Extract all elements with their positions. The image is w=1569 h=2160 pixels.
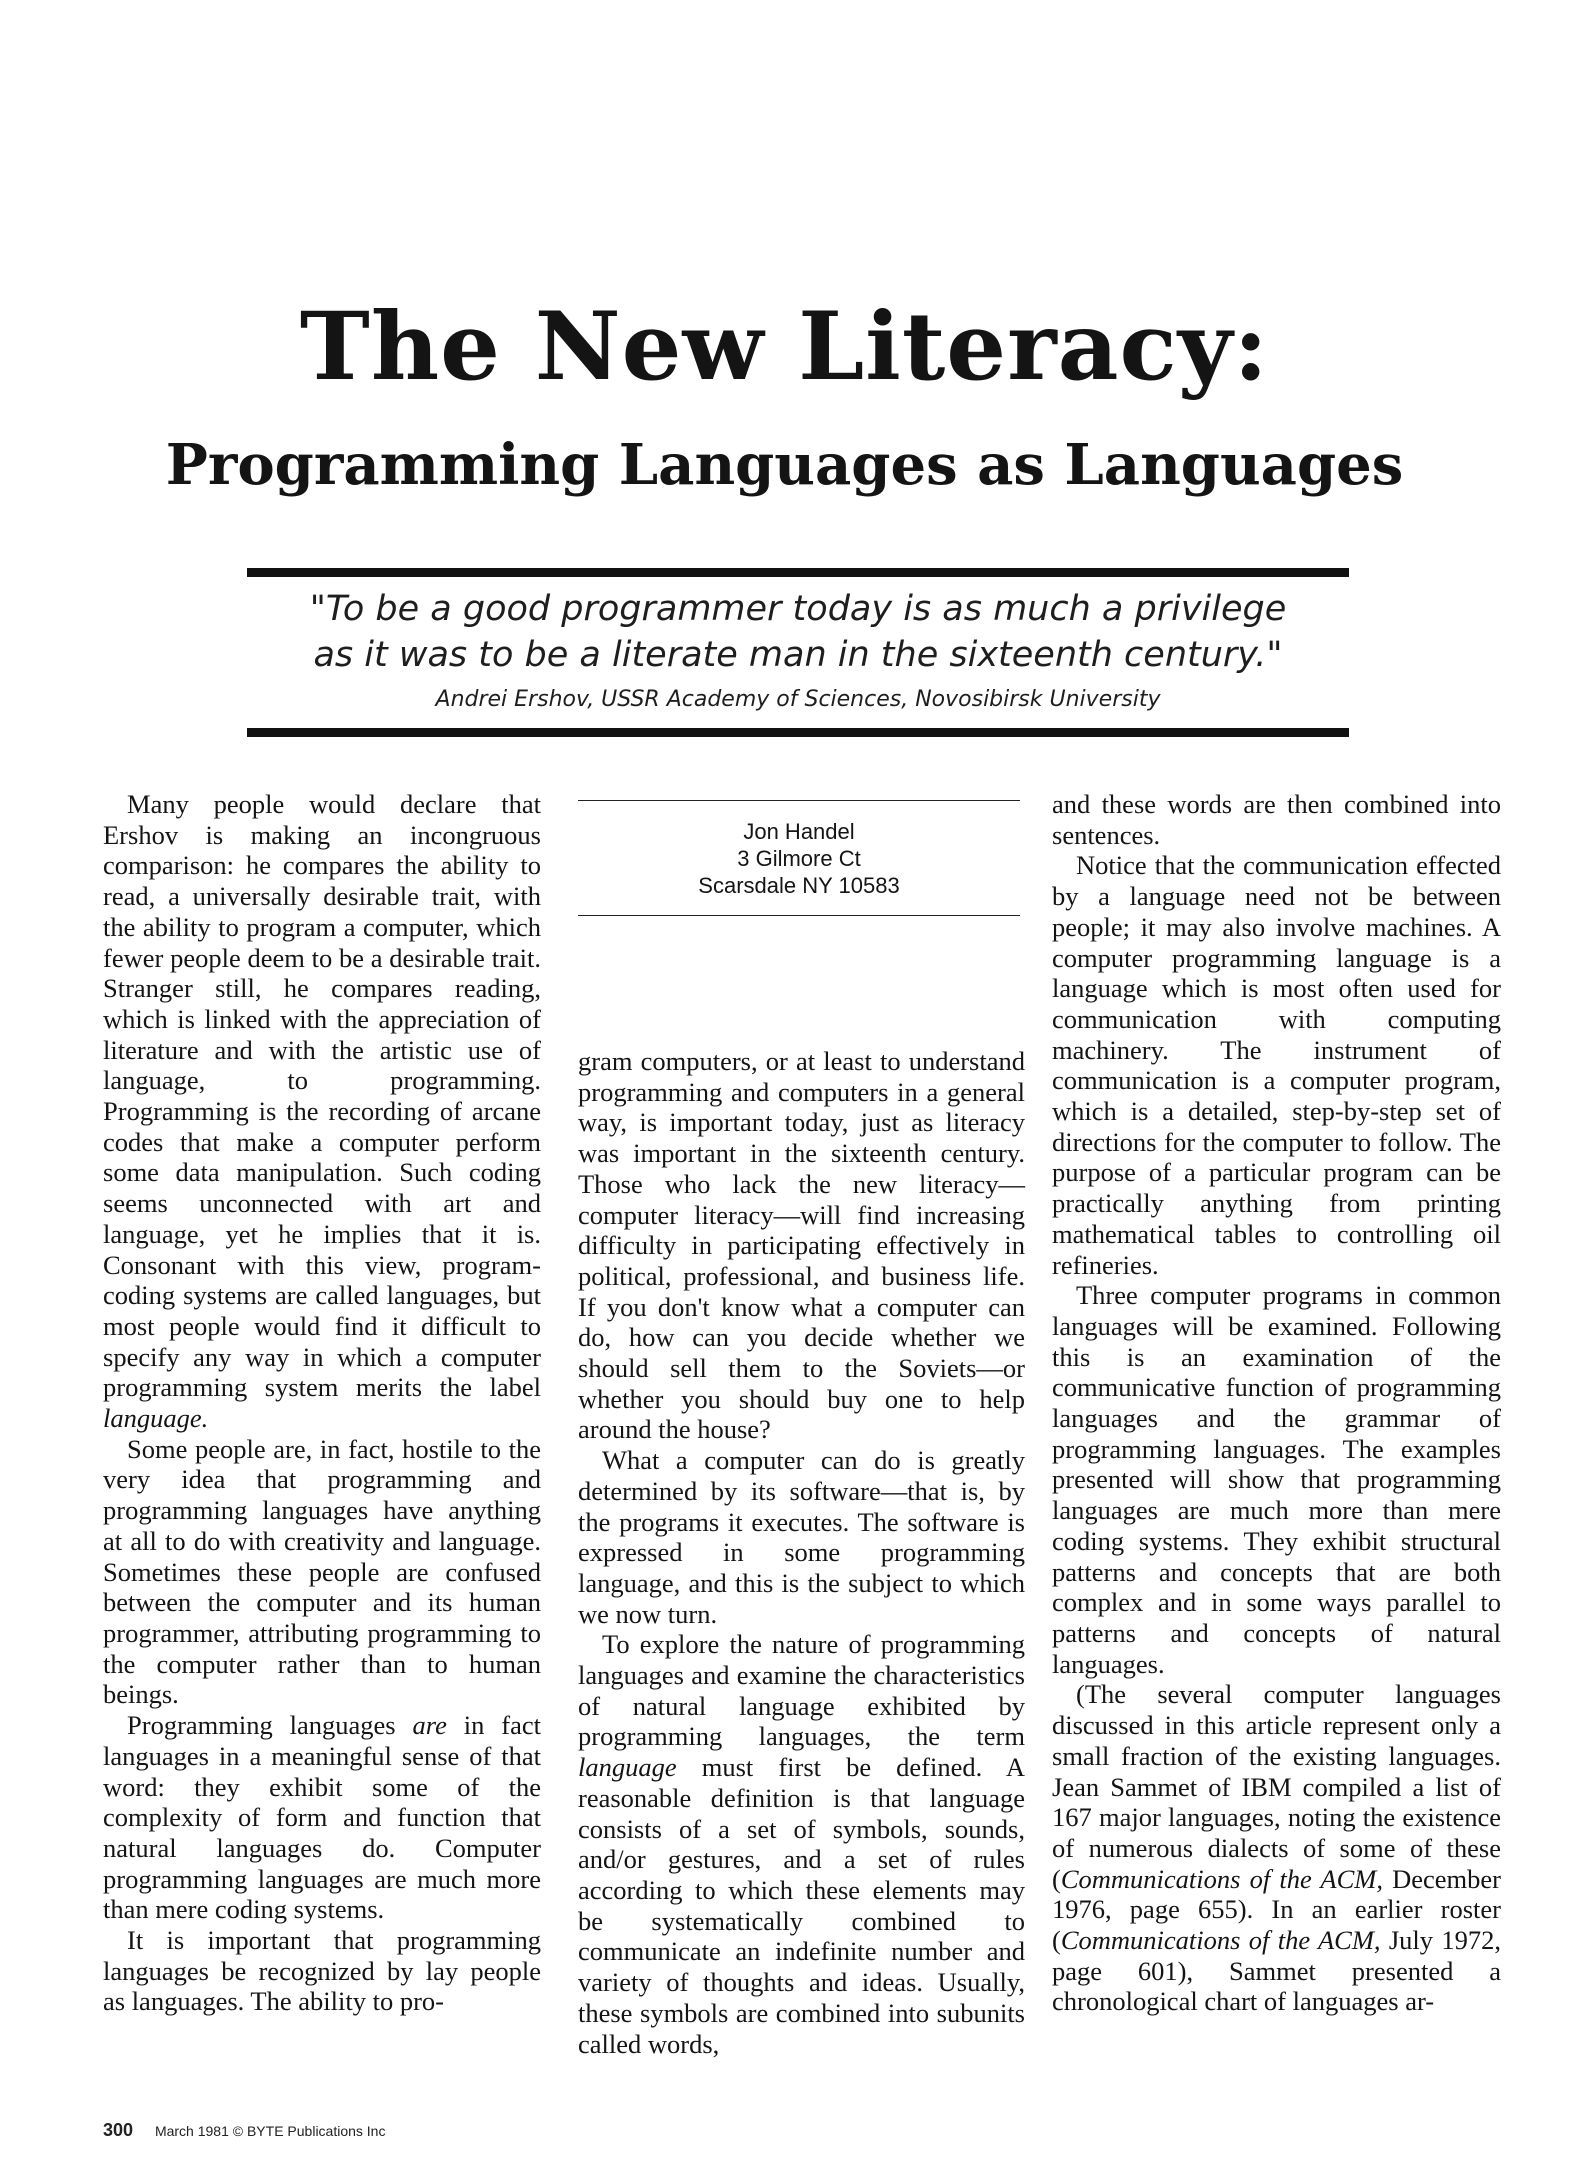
- quote-bottom-rule: [247, 728, 1349, 737]
- quote-line-1: "To be a good programmer today is as much a privilege: [309, 589, 1287, 629]
- quote-top-rule: [247, 568, 1349, 577]
- quote-line-2: as it was to be a literate man in the sixteenth century.": [313, 635, 1283, 675]
- page-number: 300: [103, 2120, 134, 2140]
- paragraph: Notice that the communication effected by a language need not be between people; it may also involve machines. A computer programming language is a language which is most often used for communication with computing machinery. The instrument of communication is a computer program, which is a detailed, step-by-step set of directions for the computer to follow. The purpose of a particular program can be practically anything from printing mathematical tables to controlling oil refineries.: [1052, 850, 1501, 1280]
- paragraph: Three computer programs in common languages will be examined. Following this is an examination of the communicative function of programming languages and the grammar of programming languages. The examples presented will show that programming languages are much more than mere coding systems. They exhibit structural patterns and concepts that are both complex and in some ways parallel to patterns and concepts of natural languages.: [1052, 1280, 1501, 1679]
- paragraph: Many people would declare that Ershov is making an incongruous comparison: he compares the ability to read, a universally desirable trait, with the ability to program a computer, which fewer people deem to be a desirable trait. Stranger still, he compares reading, which is linked with the appreciation of literature and with the artistic use of language, to programming. Programming is the recording of arcane codes that make a computer perform some data manipulation. Such coding seems unconnected with art and language, yet he implies that it is. Consonant with this view, program-coding systems are called languages, but most people would find it difficult to specify any way in which a computer programming system merits the label language.: [103, 789, 541, 1434]
- column-1: [103, 789, 541, 2017]
- article-subtitle: Programming Languages as Languages: [165, 432, 1404, 498]
- paragraph: and these words are then combined into sentences.: [1052, 789, 1501, 850]
- author-city: Scarsdale NY 10583: [698, 873, 900, 898]
- paragraph: gram computers, or at least to understand programming and computers in a general way, is important today, just as literacy was important in the sixteenth century. Those who lack the new literacy—computer literacy—will find increasing difficulty in participating effectively in political, professional, and business life. If you don't know what a computer can do, how can you decide whether we should sell them to the Soviets—or whether you should buy one to help around the house?: [578, 1046, 1025, 1445]
- column-2: [578, 1046, 1025, 2059]
- article-title: The New Literacy:: [299, 292, 1270, 402]
- author-byline: [578, 800, 1020, 916]
- paragraph: It is important that programming languages be recognized by lay people as languages. The ability to pro-: [103, 1925, 541, 2017]
- issue-credit: March 1981 © BYTE Publications Inc: [154, 2123, 386, 2139]
- paragraph: To explore the nature of programming languages and examine the characteristics of natural language exhibited by programming languages, the term language must first be defined. A reasonable definition is that language consists of a set of symbols, sounds, and/or gestures, and a set of rules according to which these elements may be systematically combined to communicate an indefinite number and variety of thoughts and ideas. Usually, these symbols are combined into subunits called words,: [578, 1629, 1025, 2059]
- author-street: 3 Gilmore Ct: [737, 846, 861, 871]
- paragraph: Some people are, in fact, hostile to the very idea that programming and programming languages have anything at all to do with creativity and language. Sometimes these people are confused between the computer and its human programmer, attributing programming to the computer rather than to human beings.: [103, 1433, 541, 1710]
- paragraph: What a computer can do is greatly determined by its software—that is, by the programs it executes. The software is expressed in some programming language, and this is the subject to which we now turn.: [578, 1445, 1025, 1629]
- column-3: [1052, 789, 1501, 2017]
- epigraph-quote: [247, 586, 1349, 718]
- author-name: Jon Handel: [743, 819, 855, 844]
- page-footer: [103, 2120, 385, 2141]
- quote-attribution: Andrei Ershov, USSR Academy of Sciences, Novosibirsk University: [435, 687, 1161, 712]
- paragraph: (The several computer languages discussed in this article represent only a small fraction of the existing languages. Jean Sammet of IBM compiled a list of 167 major languages, noting the existence of numerous dialects of some of these (Communications of the ACM, December 1976, page 655). In an earlier roster (Communications of the ACM, July 1972, page 601), Sammet presented a chronological chart of languages ar-: [1052, 1679, 1501, 2017]
- paragraph: Programming languages are in fact languages in a meaningful sense of that word: they exhibit some of the complexity of form and function that natural languages do. Computer programming languages are much more than mere coding systems.: [103, 1710, 541, 1925]
